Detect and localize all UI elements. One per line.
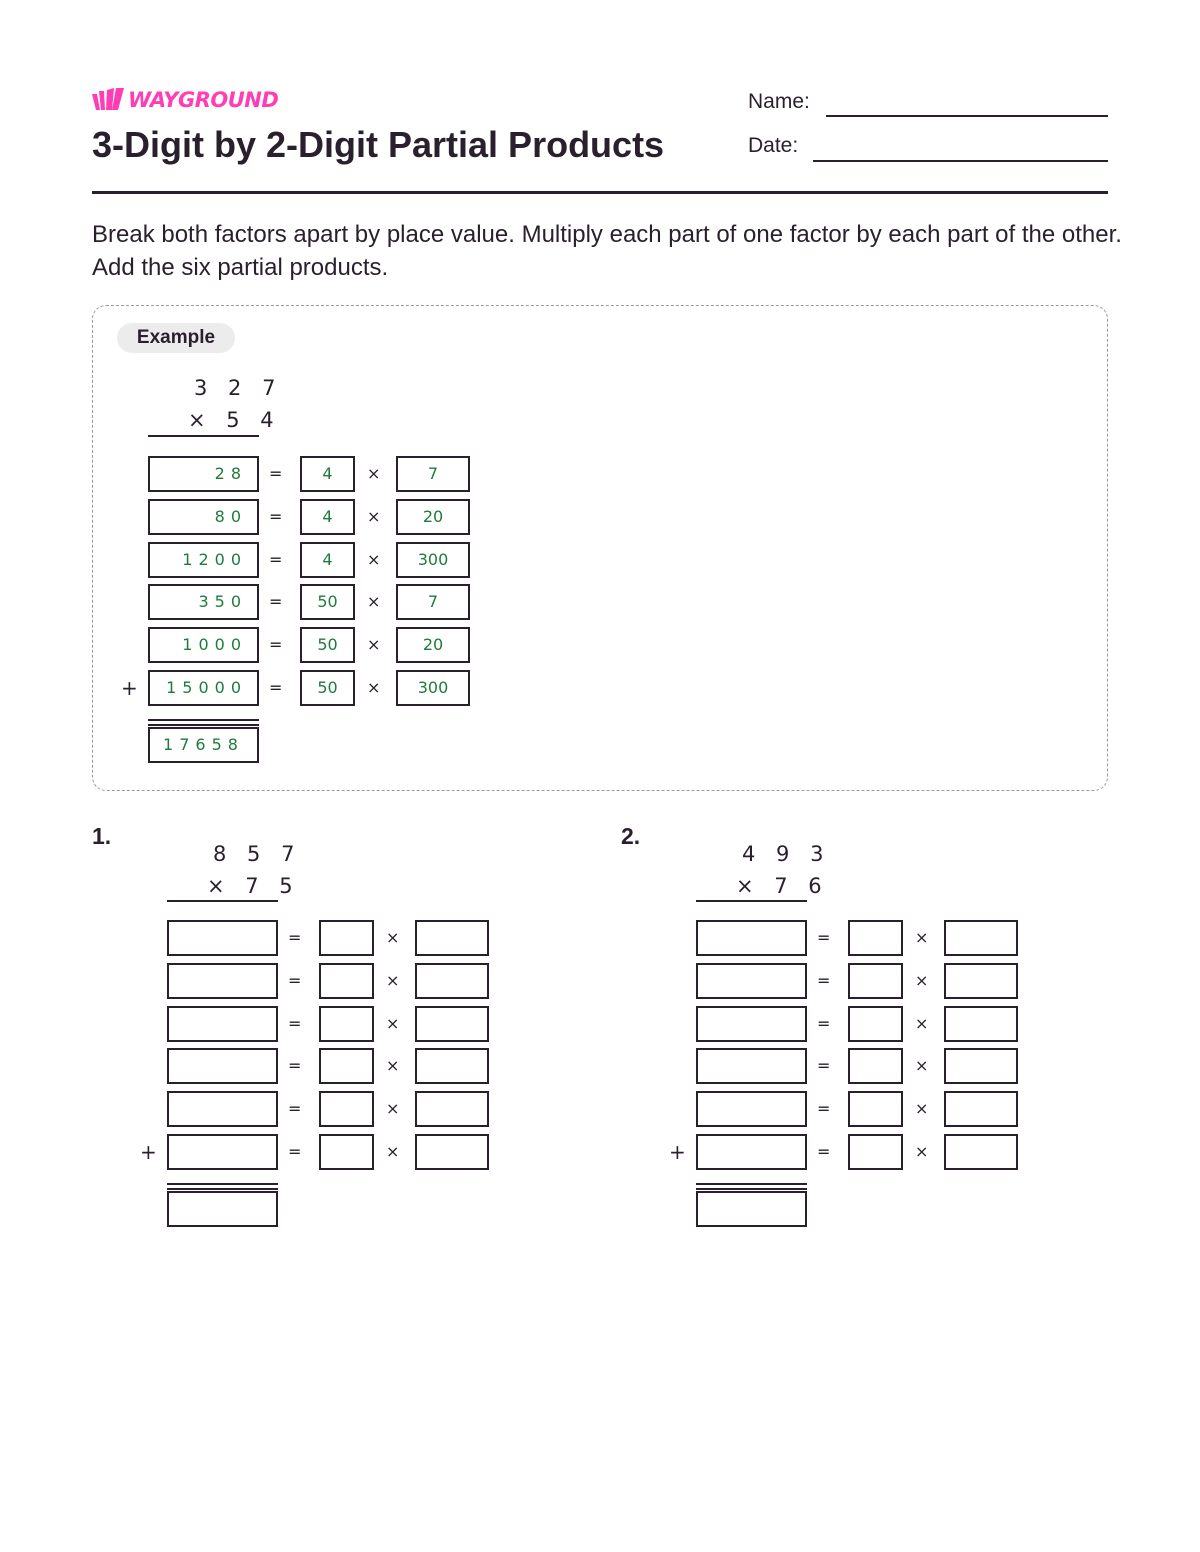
brand-name: WAYGROUND	[128, 88, 279, 112]
top-factor: 3 2 7	[194, 376, 283, 400]
instructions: Break both factors apart by place value. Multiply each part of one factor by each part of the other. Add the six partial products.	[92, 221, 1122, 281]
equals-sign: =	[817, 970, 831, 990]
times-sign: ×	[367, 635, 381, 655]
factor-underline	[167, 900, 278, 902]
factor-part-a-box[interactable]	[319, 1048, 374, 1084]
equals-sign: =	[288, 1099, 302, 1119]
factor-part-b-box[interactable]	[415, 1006, 489, 1042]
factor-part-a-box[interactable]	[319, 920, 374, 956]
partial-product-box[interactable]	[167, 1091, 278, 1127]
times-sign: ×	[915, 1099, 929, 1119]
equals-sign: =	[817, 1142, 831, 1161]
partial-product-box: 15000	[148, 670, 259, 706]
times-sign: ×	[367, 506, 381, 526]
times-sign: ×	[915, 1056, 929, 1076]
date-field[interactable]	[813, 160, 1108, 162]
factor-part-a-box[interactable]	[848, 1048, 903, 1084]
problem-1	[140, 838, 507, 1258]
equals-sign: =	[269, 506, 283, 526]
partial-product-box: 1000	[148, 627, 259, 663]
factor-part-b-box[interactable]	[415, 1048, 489, 1084]
equals-sign: =	[269, 592, 283, 612]
factor-part-b-box[interactable]	[415, 1091, 489, 1127]
factor-part-a-box: 50	[300, 584, 355, 620]
sum-double-line	[148, 719, 259, 726]
factor-part-b-box: 20	[396, 627, 470, 663]
equals-sign: =	[288, 970, 302, 990]
date-label: Date:	[748, 134, 799, 157]
name-label: Name:	[748, 90, 810, 113]
factor-part-a-box[interactable]	[848, 1134, 903, 1170]
partial-product-box[interactable]	[696, 1134, 807, 1170]
factor-part-b-box: 20	[396, 499, 470, 535]
equals-sign: =	[288, 1142, 302, 1161]
top-factor: 8 5 7	[213, 842, 302, 866]
question-number-2: 2.	[621, 823, 641, 849]
factor-part-a-box[interactable]	[848, 920, 903, 956]
brand-logo	[92, 87, 278, 113]
times-sign: ×	[915, 970, 929, 990]
factor-part-b-box: 300	[396, 670, 470, 706]
plus-sign: +	[669, 1140, 686, 1164]
partial-product-box: 28	[148, 456, 259, 492]
factor-part-a-box[interactable]	[319, 1006, 374, 1042]
sum-double-line	[696, 1183, 807, 1190]
factor-part-b-box[interactable]	[944, 920, 1018, 956]
partial-product-box[interactable]	[167, 920, 278, 956]
equals-sign: =	[269, 678, 283, 697]
factor-part-b-box[interactable]	[415, 963, 489, 999]
times-sign: ×	[915, 928, 929, 947]
wayground-logo-icon	[92, 88, 124, 112]
sum-answer-box: 17658	[148, 727, 259, 763]
factor-part-b-box[interactable]	[944, 1091, 1018, 1127]
factor-part-a-box: 4	[300, 499, 355, 535]
page-title: 3-Digit by 2-Digit Partial Products	[92, 124, 665, 165]
equals-sign: =	[269, 464, 283, 483]
partial-product-box[interactable]	[696, 920, 807, 956]
plus-sign: +	[121, 676, 138, 700]
factor-part-b-box: 7	[396, 456, 470, 492]
times-sign: ×	[386, 1013, 400, 1033]
partial-product-box[interactable]	[167, 1048, 278, 1084]
bottom-factor: × 7 6	[736, 874, 829, 898]
partial-product-box: 1200	[148, 542, 259, 578]
factor-part-a-box[interactable]	[848, 1091, 903, 1127]
equals-sign: =	[817, 1056, 831, 1076]
factor-part-a-box: 50	[300, 670, 355, 706]
sum-answer-box[interactable]	[696, 1191, 807, 1227]
header-divider	[92, 191, 1108, 194]
times-sign: ×	[367, 549, 381, 569]
factor-underline	[696, 900, 807, 902]
times-sign: ×	[386, 928, 400, 947]
equals-sign: =	[288, 1056, 302, 1076]
partial-product-box: 80	[148, 499, 259, 535]
factor-part-a-box[interactable]	[848, 963, 903, 999]
factor-part-b-box: 300	[396, 542, 470, 578]
sum-answer-box[interactable]	[167, 1191, 278, 1227]
factor-part-b-box[interactable]	[944, 1134, 1018, 1170]
problem-2	[669, 838, 1036, 1258]
factor-part-a-box[interactable]	[319, 1091, 374, 1127]
equals-sign: =	[817, 1013, 831, 1033]
partial-product-box[interactable]	[167, 963, 278, 999]
factor-part-b-box[interactable]	[415, 1134, 489, 1170]
factor-part-b-box[interactable]	[415, 920, 489, 956]
factor-underline	[148, 435, 259, 437]
factor-part-a-box[interactable]	[319, 963, 374, 999]
factor-part-a-box: 50	[300, 627, 355, 663]
equals-sign: =	[288, 1013, 302, 1033]
times-sign: ×	[386, 1142, 400, 1161]
partial-product-box[interactable]	[696, 1091, 807, 1127]
times-sign: ×	[386, 1099, 400, 1119]
bottom-factor: × 5 4	[188, 408, 281, 432]
bottom-factor: × 7 5	[207, 874, 300, 898]
plus-sign: +	[140, 1140, 157, 1164]
times-sign: ×	[915, 1013, 929, 1033]
times-sign: ×	[367, 464, 381, 483]
partial-product-box[interactable]	[167, 1134, 278, 1170]
times-sign: ×	[386, 1056, 400, 1076]
example-label: Example	[117, 323, 235, 353]
example-problem	[121, 372, 488, 792]
equals-sign: =	[269, 549, 283, 569]
partial-product-box[interactable]	[167, 1006, 278, 1042]
factor-part-a-box: 4	[300, 542, 355, 578]
partial-product-box[interactable]	[696, 1048, 807, 1084]
factor-part-a-box: 4	[300, 456, 355, 492]
partial-product-box[interactable]	[696, 963, 807, 999]
factor-part-b-box[interactable]	[944, 1006, 1018, 1042]
factor-part-b-box[interactable]	[944, 963, 1018, 999]
partial-product-box: 350	[148, 584, 259, 620]
equals-sign: =	[817, 928, 831, 947]
factor-part-a-box[interactable]	[319, 1134, 374, 1170]
times-sign: ×	[915, 1142, 929, 1161]
times-sign: ×	[386, 970, 400, 990]
sum-double-line	[167, 1183, 278, 1190]
factor-part-b-box[interactable]	[944, 1048, 1018, 1084]
name-field[interactable]	[826, 115, 1108, 117]
question-number-1: 1.	[92, 823, 112, 849]
top-factor: 4 9 3	[742, 842, 831, 866]
equals-sign: =	[817, 1099, 831, 1119]
equals-sign: =	[269, 635, 283, 655]
equals-sign: =	[288, 928, 302, 947]
times-sign: ×	[367, 592, 381, 612]
factor-part-a-box[interactable]	[848, 1006, 903, 1042]
times-sign: ×	[367, 678, 381, 697]
partial-product-box[interactable]	[696, 1006, 807, 1042]
factor-part-b-box: 7	[396, 584, 470, 620]
